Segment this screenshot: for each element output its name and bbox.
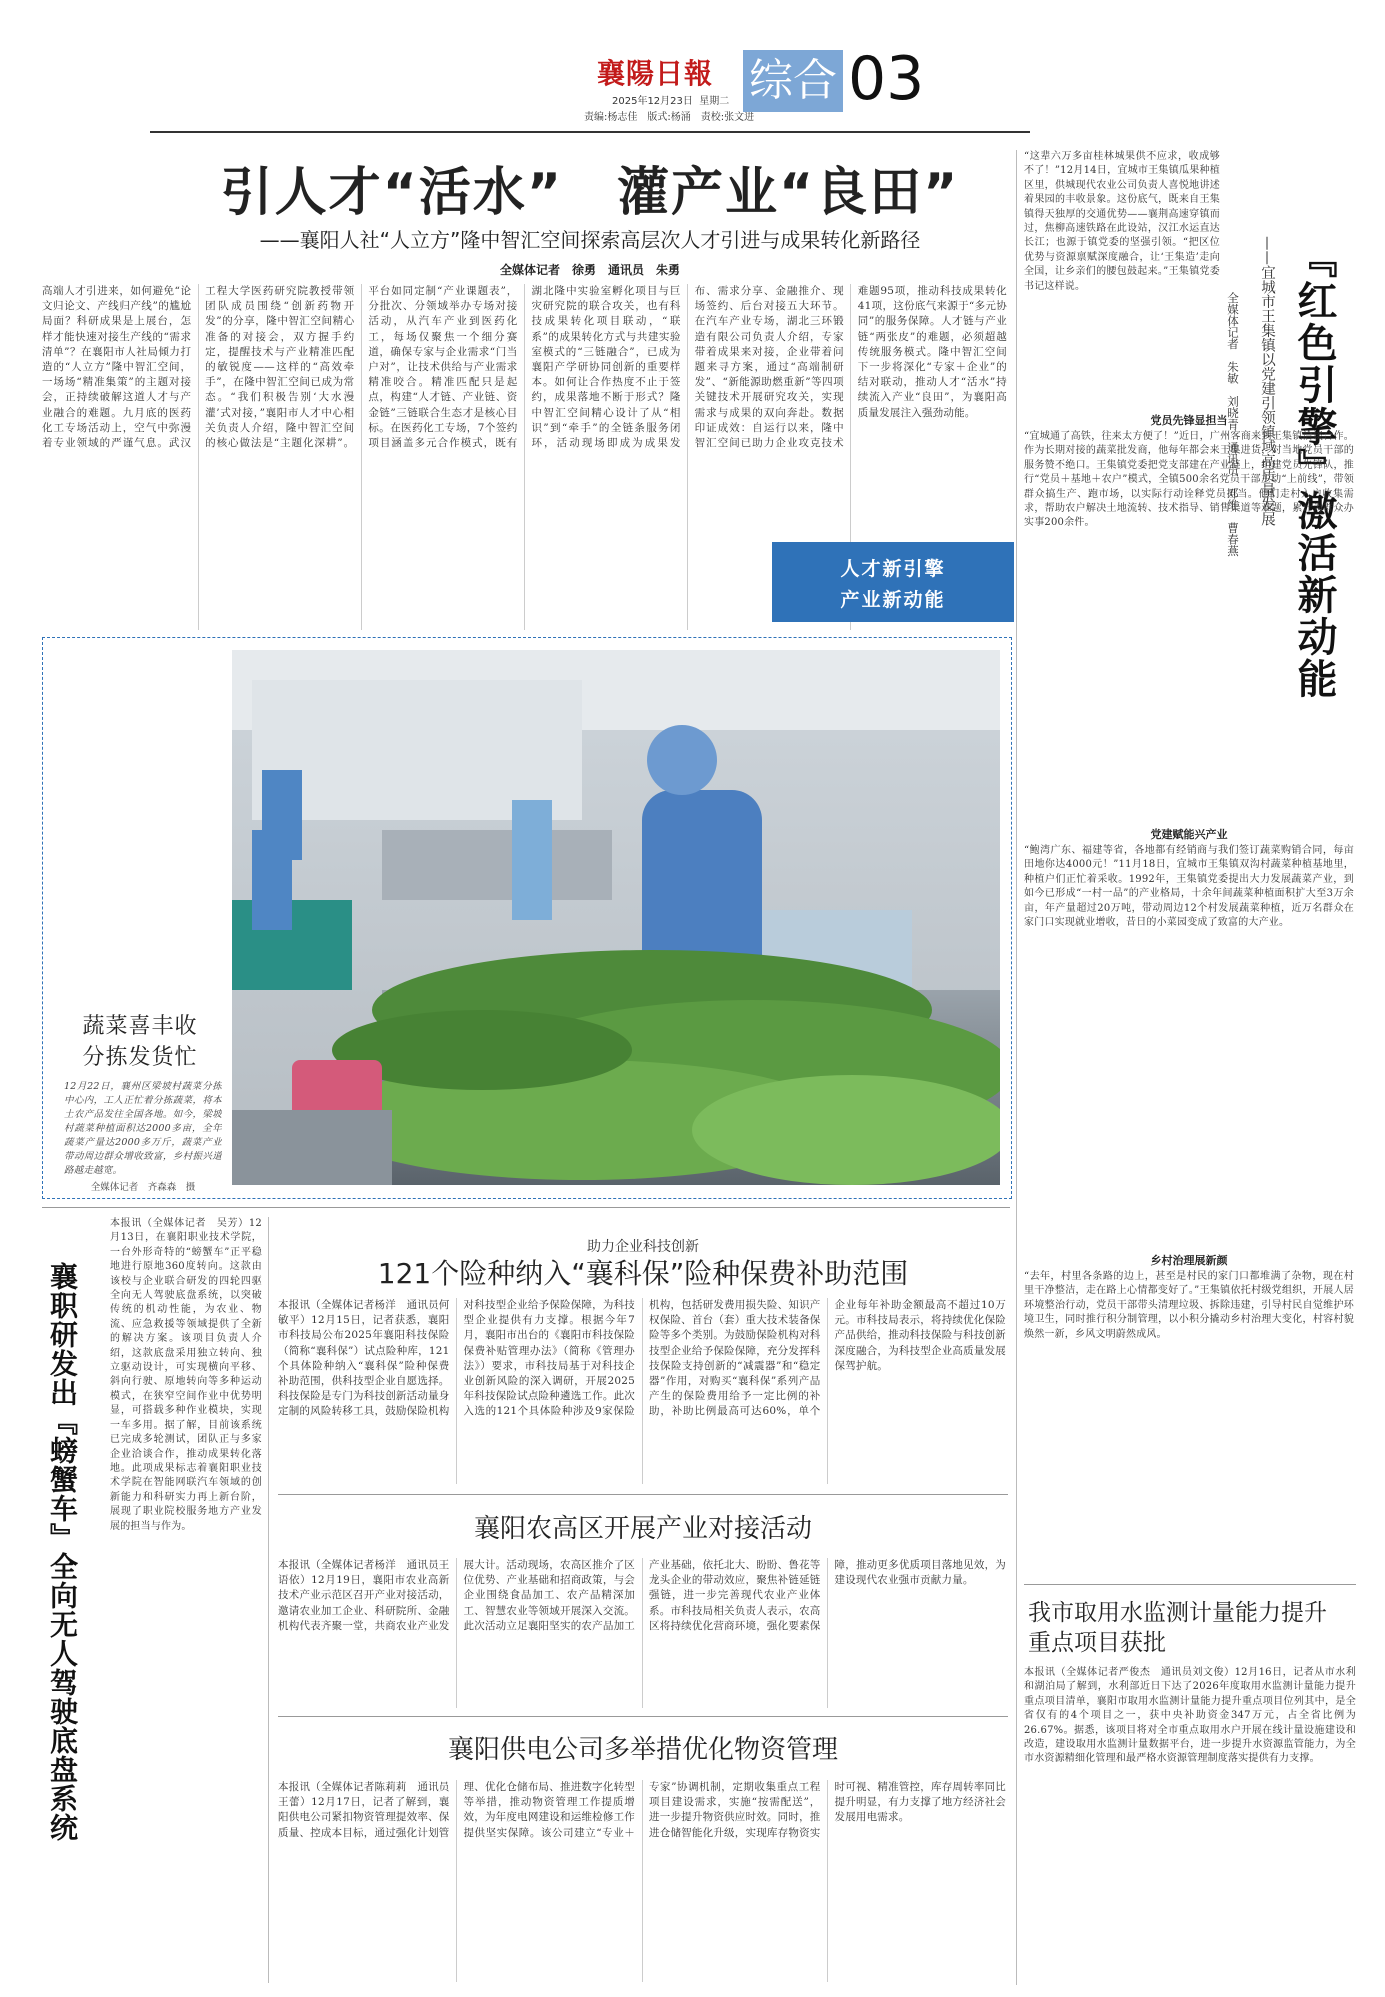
- page-number: 03: [848, 44, 925, 114]
- insurance-body: 本报讯（全媒体记者杨洋 通讯员何敏平）12月15日，记者获悉，襄阳市科技局公布2025年襄阳科技保险（简称“襄科保”）试点险种库，121个具体险种纳入“襄科保”险种保费补助范围，供科技型企业自愿选择。科技保险是专门为科技创新活动量身定制的风险转移工具，鼓励保险机构对科技型企业给予保险保障，为科技型企业提供有力支撑。根据今年7月，襄阳市出台的《襄阳市科技保险保费补贴管理办法》（简称《管理办法》）要求，市科技局基于对科技企业创新风险的深入调研，开展2025年科技保险试点险种遴选工作。此次入选的121个具体险种涉及9家保险机构，包括研发费用损失险、知识产权保险、首台（套）重大技术装备保险等多个类别。为鼓励保险机构对科技型企业给予保险保障，充分发挥科技保险支持创新的“减震器”和“稳定器”作用，对购买“襄科保”系列产品产生的保险费用给予一定比例的补助，补助比例最高可达60%，单个企业每年补助金额最高不超过10万元。市科技局表示，将持续优化保险产品供给，推动科技保险与科技创新深度融合，为科技型企业高质量发展保驾护航。: [278, 1299, 1006, 1418]
- right-section-body-2: “鲍湾广东、福建等省，各地都有经销商与我们签订蔬菜购销合同，每亩田地你达4000元！”11月18日，宜城市王集镇双沟村蔬菜种植基地里，种植户们正忙着采收。1992年，王集镇党委提出大力发展蔬菜产业，到如今已形成“一村一品”的产业格局，十余年间蔬菜种植面积扩大至3万余亩，年产量超过20万吨，带动周边12个村发展蔬菜种植，近万名群众在家门口实现就业增收，昔日的小菜园变成了致富的大产业。: [1024, 845, 1354, 929]
- left-story-headline: 襄职研发出『螃蟹车』全向无人驾驶底盘系统: [46, 1262, 79, 1842]
- masthead-rule: [150, 131, 1030, 133]
- main-subheadline: ——襄阳人社“人立方”隆中智汇空间探索高层次人才引进与成果转化新路径: [259, 228, 921, 252]
- photo-caption: 12月22日，襄州区梁坡村蔬菜分拣中心内，工人正忙着分拣蔬菜，将本土农产品发往全国各地。如今，梁坡村蔬菜种植面积达2000多亩，全年蔬菜产量达2000多万斤，蔬菜产业带动周边群众增收致富，乡村振兴道路越走越宽。: [64, 1081, 222, 1176]
- photo-title-line-2: 分拣发货忙: [82, 1045, 198, 1070]
- insurance-headline: 121个险种纳入“襄科保”险种保费补助范围: [377, 1257, 909, 1290]
- main-body: 高端人才引进来，如何避免“论文归论文、产线归产线”的尴尬局面？科研成果是上展台，怎样才能快速对接生产线的“需求清单”？在襄阳市人社局倾力打造的“人立方”隆中智汇空间，一场场“精准集策”的主题对接会，正持续破解这道人才与产业融合的难题。九月底的医药化工专场活动上，空气中弥漫着专业领域的严谨气息。武汉工程大学医药研究院教授带领团队成员围绕“创新药物开发”的分享，隆中智汇空间精心准备的对接会，双方握手约定，提醒技术与产业精准匹配的敏锐度——这样的“高效牵手”，在隆中智汇空间已成为常态。“我们积极告别‘大水漫灌’式对接，”襄阳市人才中心相关负责人介绍，隆中智汇空间的核心做法是“主题化深耕”。平台如同定制“产业课题表”，分批次、分领域举办专场对接活动，从汽车产业到医药化工，每场仅聚焦一个细分赛道，确保专家与企业需求“门当户对”，让技术供给与产业需求精准咬合。精准匹配只是起点，构建“人才链、产业链、资金链”三链联合生态才是核心目标。在医药化工专场，7个签约项目涵盖多元合作模式，既有湖北隆中实验室孵化项目与巨灾研究院的联合攻关，也有科技成果转化项目联动，“联系”的成果转化方式与共建实验室模式的“三链融合”，已成为襄阳产学研协同创新的重要样本。如何让合作热度不止于签约，成果落地不断于形式？隆中智汇空间精心设计了从“相识”到“牵手”的全链条服务闭环，活动现场即成为成果发布、需求分享、金融推介、现场签约、后台对接五大环节。在汽车产业专场，湖北三环锻造有限公司负责人介绍，专家带着成果来对接，企业带着问题来寻方案，通过“高端制研发”、“新能源助燃重新”等四项关键技术开展研究攻关，实现需求与成果的双向奔赴。数据印证成效：自运行以来，隆中智汇空间已助力企业攻克技术难题95项，推动科技成果转化41项，这份底气来源于“多元协同”的服务保障。人才链与产业链“两张皮”的难题，必须超越传统服务模式。隆中智汇空间下一步将深化“专家＋企业”的结对联动，推动人才“活水”持续流入产业“良田”，为襄阳高质量发展注入强劲动能。: [42, 285, 1007, 450]
- issue-date: 2025年12月23日: [612, 96, 693, 107]
- right-section-head-2: 党建赋能兴产业: [1150, 828, 1228, 841]
- photo-credit: 全媒体记者 齐森森 摄: [90, 1182, 196, 1193]
- section-tag: [743, 50, 843, 112]
- right-section-body-3: “去年，村里各条路的边上，甚至是村民的家门口都堆满了杂物，现在村里干净整洁，走在路上心情都变好了。”王集镇依托村级党组织，开展人居环境整治行动，党员干部带头清理垃圾、拆除违建，引导村民自觉维护环境卫生，同时推行积分制管理，以小积分撬动乡村治理大变化，村容村貌焕然一新，乡风文明蔚然成风。: [1024, 1271, 1354, 1340]
- agri-rule: [278, 1716, 1008, 1717]
- photo-title-line-1: 蔬菜喜丰收: [82, 1014, 198, 1039]
- right-section-body-1: “宜城通了高铁，往来太方便了！”近日，广州客商来到王集镇洽谈合作。作为长期对接的蔬菜批发商，他每年都会来王集进货，对当地党员干部的服务赞不绝口。王集镇党委把党支部建在产业链上，组建党员先锋队，推行“党员＋基地＋农户”模式，全镇500余名党员干部主动“上前线”，带领群众搞生产、跑市场，以实际行动诠释党员担当。他们走村入户收集需求，帮助农户解决土地流转、技术指导、销售渠道等难题，累计为群众办实事200余件。: [1024, 431, 1354, 529]
- callout-line-1: 人才新引擎: [840, 558, 946, 580]
- right-section-head-1: 党员先锋显担当: [1150, 414, 1228, 427]
- issue-weekday: 星期二: [699, 96, 730, 107]
- callout-line-2: 产业新动能: [840, 589, 946, 611]
- callout-box: [772, 542, 1014, 622]
- section-name: 综合: [749, 55, 837, 106]
- insurance-rule: [278, 1494, 1008, 1495]
- date-line: [612, 92, 729, 107]
- newspaper-logo: 襄陽日報: [597, 57, 714, 90]
- insurance-kicker: 助力企业科技创新: [587, 1239, 699, 1255]
- left-story-rule: [42, 1207, 1010, 1208]
- power-headline: 襄阳供电公司多举措优化物资管理: [447, 1735, 838, 1765]
- main-headline: 引人才“活水” 灌产业“良田”: [220, 163, 960, 223]
- news-photo: [232, 650, 1000, 1185]
- editors-line: 责编:杨志佳 版式:杨涌 责校:张文进: [584, 112, 755, 123]
- water-body: 本报讯（全媒体记者严俊杰 通讯员刘文俊）12月16日，记者从市水利和湖泊局了解到，水利部近日下达了2026年度取用水监测计量能力提升重点项目清单，襄阳市取用水监测计量能力提升重点项目位列其中，是全省仅有的4个项目之一，获中央补助资金347万元，占全省比例为26.67%。据悉，该项目将对全市重点取用水户开展在线计量设施建设和改造，建设取用水监测计量数据平台，进一步提升水资源监管能力，为全市水资源精细化管理和最严格水资源管理制度落实提供有力支撑。: [1024, 1667, 1356, 1765]
- masthead: [0, 0, 1385, 140]
- right-feature-headline: 『红色引擎』激活新动能: [1291, 238, 1337, 700]
- right-feature-subtitle: ——宜城市王集镇以党建引领镇域高质量发展: [1259, 236, 1275, 526]
- left-story-body: 本报讯（全媒体记者 吴芳）12月13日，在襄阳职业技术学院，一台外形奇特的“螃蟹车”正平稳地进行原地360度转向。这款由该校与企业联合研发的四轮四驱全向无人驾驶底盘系统，以突破传统的机动性能，为农业、物流、应急救援等领域提供了全新的解决方案。该项目负责人介绍，这款底盘采用独立转向、独立驱动设计，可实现横向平移、斜向行驶、原地转向等多种运动模式，在狭窄空间作业中优势明显，可搭载多种作业模块，实现一车多用。据了解，目前该系统已完成多轮测试，团队正与多家企业洽谈合作，推动成果转化落地。此项成果标志着襄阳职业技术学院在智能网联汽车领域的创新能力和科研实力再上新台阶，展现了职业院校服务地方产业发展的担当与作为。: [110, 1218, 262, 1532]
- water-headline: 我市取用水监测计量能力提升重点项目获批: [1028, 1600, 1327, 1656]
- left-story-divider: [268, 1217, 269, 1983]
- column-divider: [1016, 150, 1017, 1985]
- agri-headline: 襄阳农高区开展产业对接活动: [473, 1514, 812, 1544]
- main-byline: 全媒体记者 徐勇 通讯员 朱勇: [499, 263, 680, 277]
- agri-body: 本报讯（全媒体记者杨洋 通讯员王语依）12月19日，襄阳市农业高新技术产业示范区召开产业对接活动，邀请农业加工企业、科研院所、金融机构代表齐聚一堂，共商农业产业发展大计。活动现场，农高区推介了区位优势、产业基础和招商政策，与会企业围绕食品加工、农产品精深加工、智慧农业等领域开展深入交流。此次活动立足襄阳坚实的农产品加工产业基础，依托北大、盼盼、鲁花等龙头企业的带动效应，聚焦补链延链强链，进一步完善现代农业产业体系。市科技局相关负责人表示，农高区将持续优化营商环境，强化要素保障，推动更多优质项目落地见效，为建设现代农业强市贡献力量。: [278, 1559, 1006, 1632]
- right-feature-byline: 全媒体记者 朱敏 刘晓青 通讯员 邓维 曹春燕: [1226, 292, 1240, 557]
- right-column-rule: [1024, 1584, 1356, 1585]
- right-section-head-3: 乡村治理展新颜: [1150, 1254, 1228, 1267]
- right-intro: “这辈六万多亩桂林城果供不应求，收成够不了！”12月14日，宜城市王集镇瓜果种植区里，供城现代农业公司负责人喜悦地讲述着果园的丰收景象。这份底气，既来自王集镇得天独厚的交通优势——襄荆高速穿镇而过，焦柳高速铁路在此设站，汉江水运直达长江；也源于镇党委的坚强引领。“把区位优势与资源禀赋深度融合，让‘王集造’走向全国，让乡亲们的腰包鼓起来。”王集镇党委书记这样说。: [1024, 151, 1220, 292]
- power-body: 本报讯（全媒体记者陈莉莉 通讯员王蕾）12月17日，记者了解到，襄阳供电公司紧扣物资管理提效率、保质量、控成本目标，通过强化计划管理、优化仓储布局、推进数字化转型等举措，推动物资管理工作提质增效，为年度电网建设和运维检修工作提供坚实保障。该公司建立“专业＋专家”协调机制，定期收集重点工程项目建设需求，实施“按需配送”，进一步提升物资供应时效。同时，推进仓储智能化升级，实现库存物资实时可视、精准管控，库存周转率同比提升明显，有力支撑了地方经济社会发展用电需求。: [278, 1781, 1006, 1839]
